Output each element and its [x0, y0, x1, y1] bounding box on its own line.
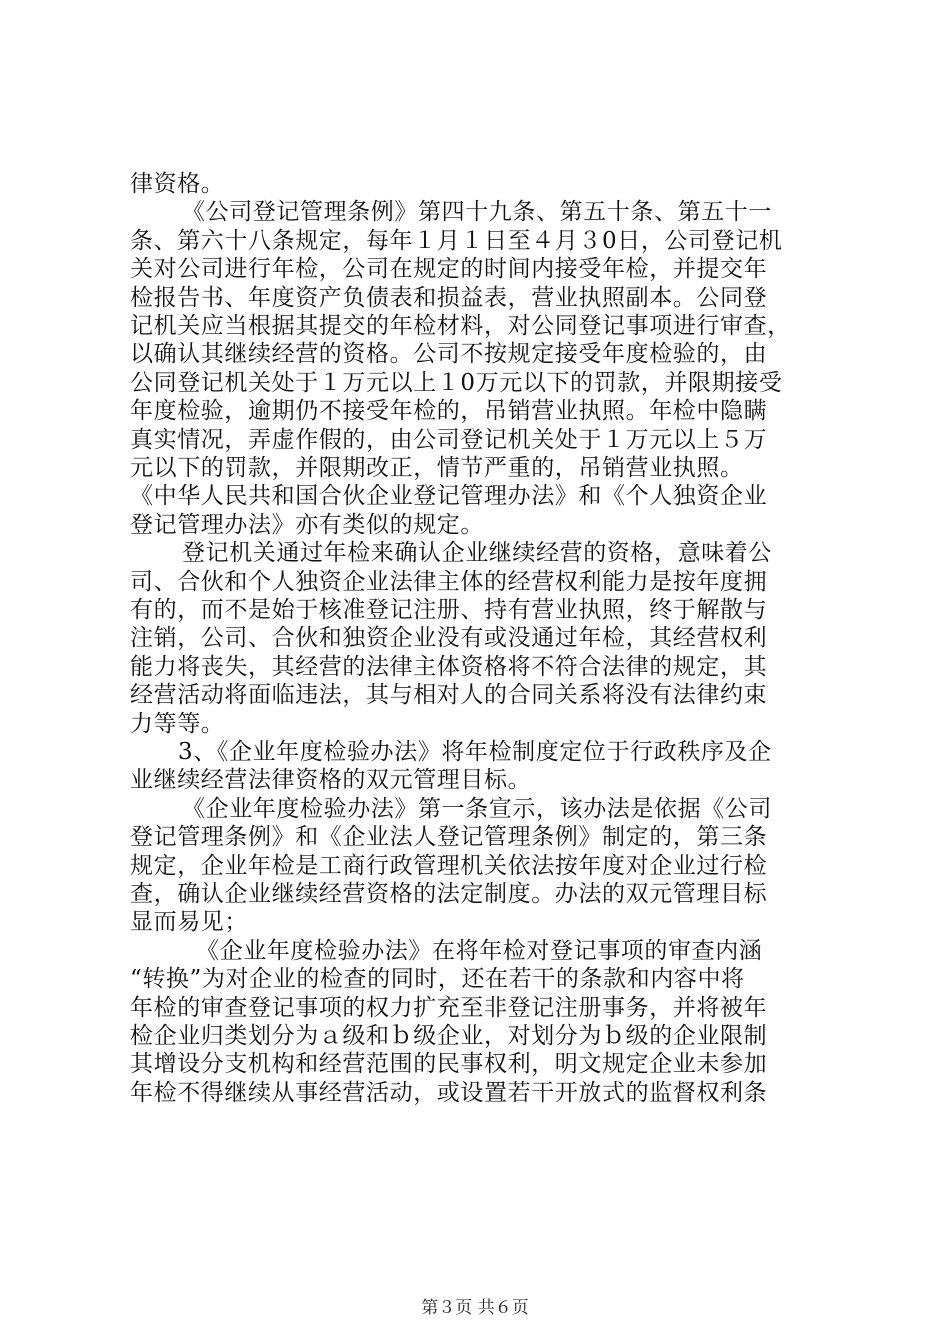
- text-line: 年检的审查登记事项的权力扩充至非登记注册事务，并将被年: [130, 994, 768, 1021]
- text-line: 业继续经营法律资格的双元管理目标。: [130, 767, 532, 794]
- text-line: 年度检验，逾期仍不接受年检的，吊销营业执照。年检中隐瞒: [130, 398, 768, 425]
- text-line: 3、《企业年度检验办法》将年检制度定位于行政秩序及企: [178, 739, 772, 765]
- text-line: 《中华人民共和国合伙企业登记管理办法》和《个人独资企业: [130, 483, 768, 510]
- text-line: 登记机关通过年检来确认企业继续经营的资格，意味着公: [182, 540, 772, 567]
- text-line: 力等等。: [130, 710, 225, 737]
- text-line: 其增设分支机构和经营范围的民事权利，明文规定企业未参加: [130, 1051, 768, 1078]
- text-line: 记机关应当根据其提交的年检材料，对公同登记事项进行审查，: [130, 313, 791, 339]
- text-line: 真实情况，弄虚作假的，由公司登记机关处于１万元以上５万: [130, 426, 768, 453]
- text-line: 关对公司进行年检，公司在规定的时间内接受年检，并提交年: [130, 256, 768, 283]
- text-line: 元以下的罚款，并限期改正，情节严重的，吊销营业执照。: [130, 455, 744, 481]
- page-number-footer: 第３页 共６页: [421, 1298, 529, 1318]
- text-line: 《企业年度检验办法》第一条宣示，该办法是依据《公司: [182, 795, 772, 822]
- text-line: 司、合伙和个人独资企业法律主体的经营权利能力是按年度拥: [130, 568, 768, 595]
- text-line: 《企业年度检验办法》在将年检对登记事项的审查内涵: [196, 937, 763, 964]
- text-line: 登记管理条例》和《企业法人登记管理条例》制定的，第三条: [130, 824, 768, 851]
- text-line: 年检不得继续从事经营活动，或设置若干开放式的监督权利条: [130, 1079, 768, 1106]
- text-line: 公同登记机关处于１万元以上１0万元以下的罚款，并限期接受: [130, 369, 783, 396]
- text-line: 注销，公司、合伙和独资企业没有或没通过年检，其经营权利: [130, 625, 768, 652]
- text-line: 条、第六十八条规定，每年１月１日至４月３0日，公司登记机: [130, 227, 783, 254]
- text-line: 规定，企业年检是工商行政管理机关依法按年度对企业过行检: [130, 852, 768, 879]
- text-line: 检企业归类划分为ａ级和ｂ级企业，对划分为ｂ级的企业限制: [130, 1023, 768, 1049]
- text-line: 能力将丧失，其经营的法律主体资格将不符合法律的规定，其: [130, 653, 768, 680]
- text-line: 经营活动将面临违法，其与相对人的合同关系将没有法律约束: [130, 682, 768, 709]
- text-line: 《公司登记管理条例》第四十九条、第五十条、第五十一: [182, 199, 772, 226]
- text-line: 以确认其继续经营的资格。公司不按规定接受年度检验的，由: [130, 341, 768, 368]
- text-line: 检报告书、年度资产负债表和损益表，营业执照副本。公同登: [130, 284, 768, 311]
- text-line: 查，确认企业继续经营资格的法定制度。办法的双元管理目标: [130, 881, 768, 907]
- text-line: “转换”为对企业的检查的同时，还在若干的条款和内容中将: [130, 966, 745, 993]
- text-line: 有的，而不是始于核准登记注册、持有营业执照，终于解散与: [130, 597, 768, 623]
- text-line: 律资格。: [130, 171, 225, 197]
- text-line: 登记管理办法》亦有类似的规定。: [130, 511, 484, 538]
- text-line: 显而易见；: [130, 909, 248, 936]
